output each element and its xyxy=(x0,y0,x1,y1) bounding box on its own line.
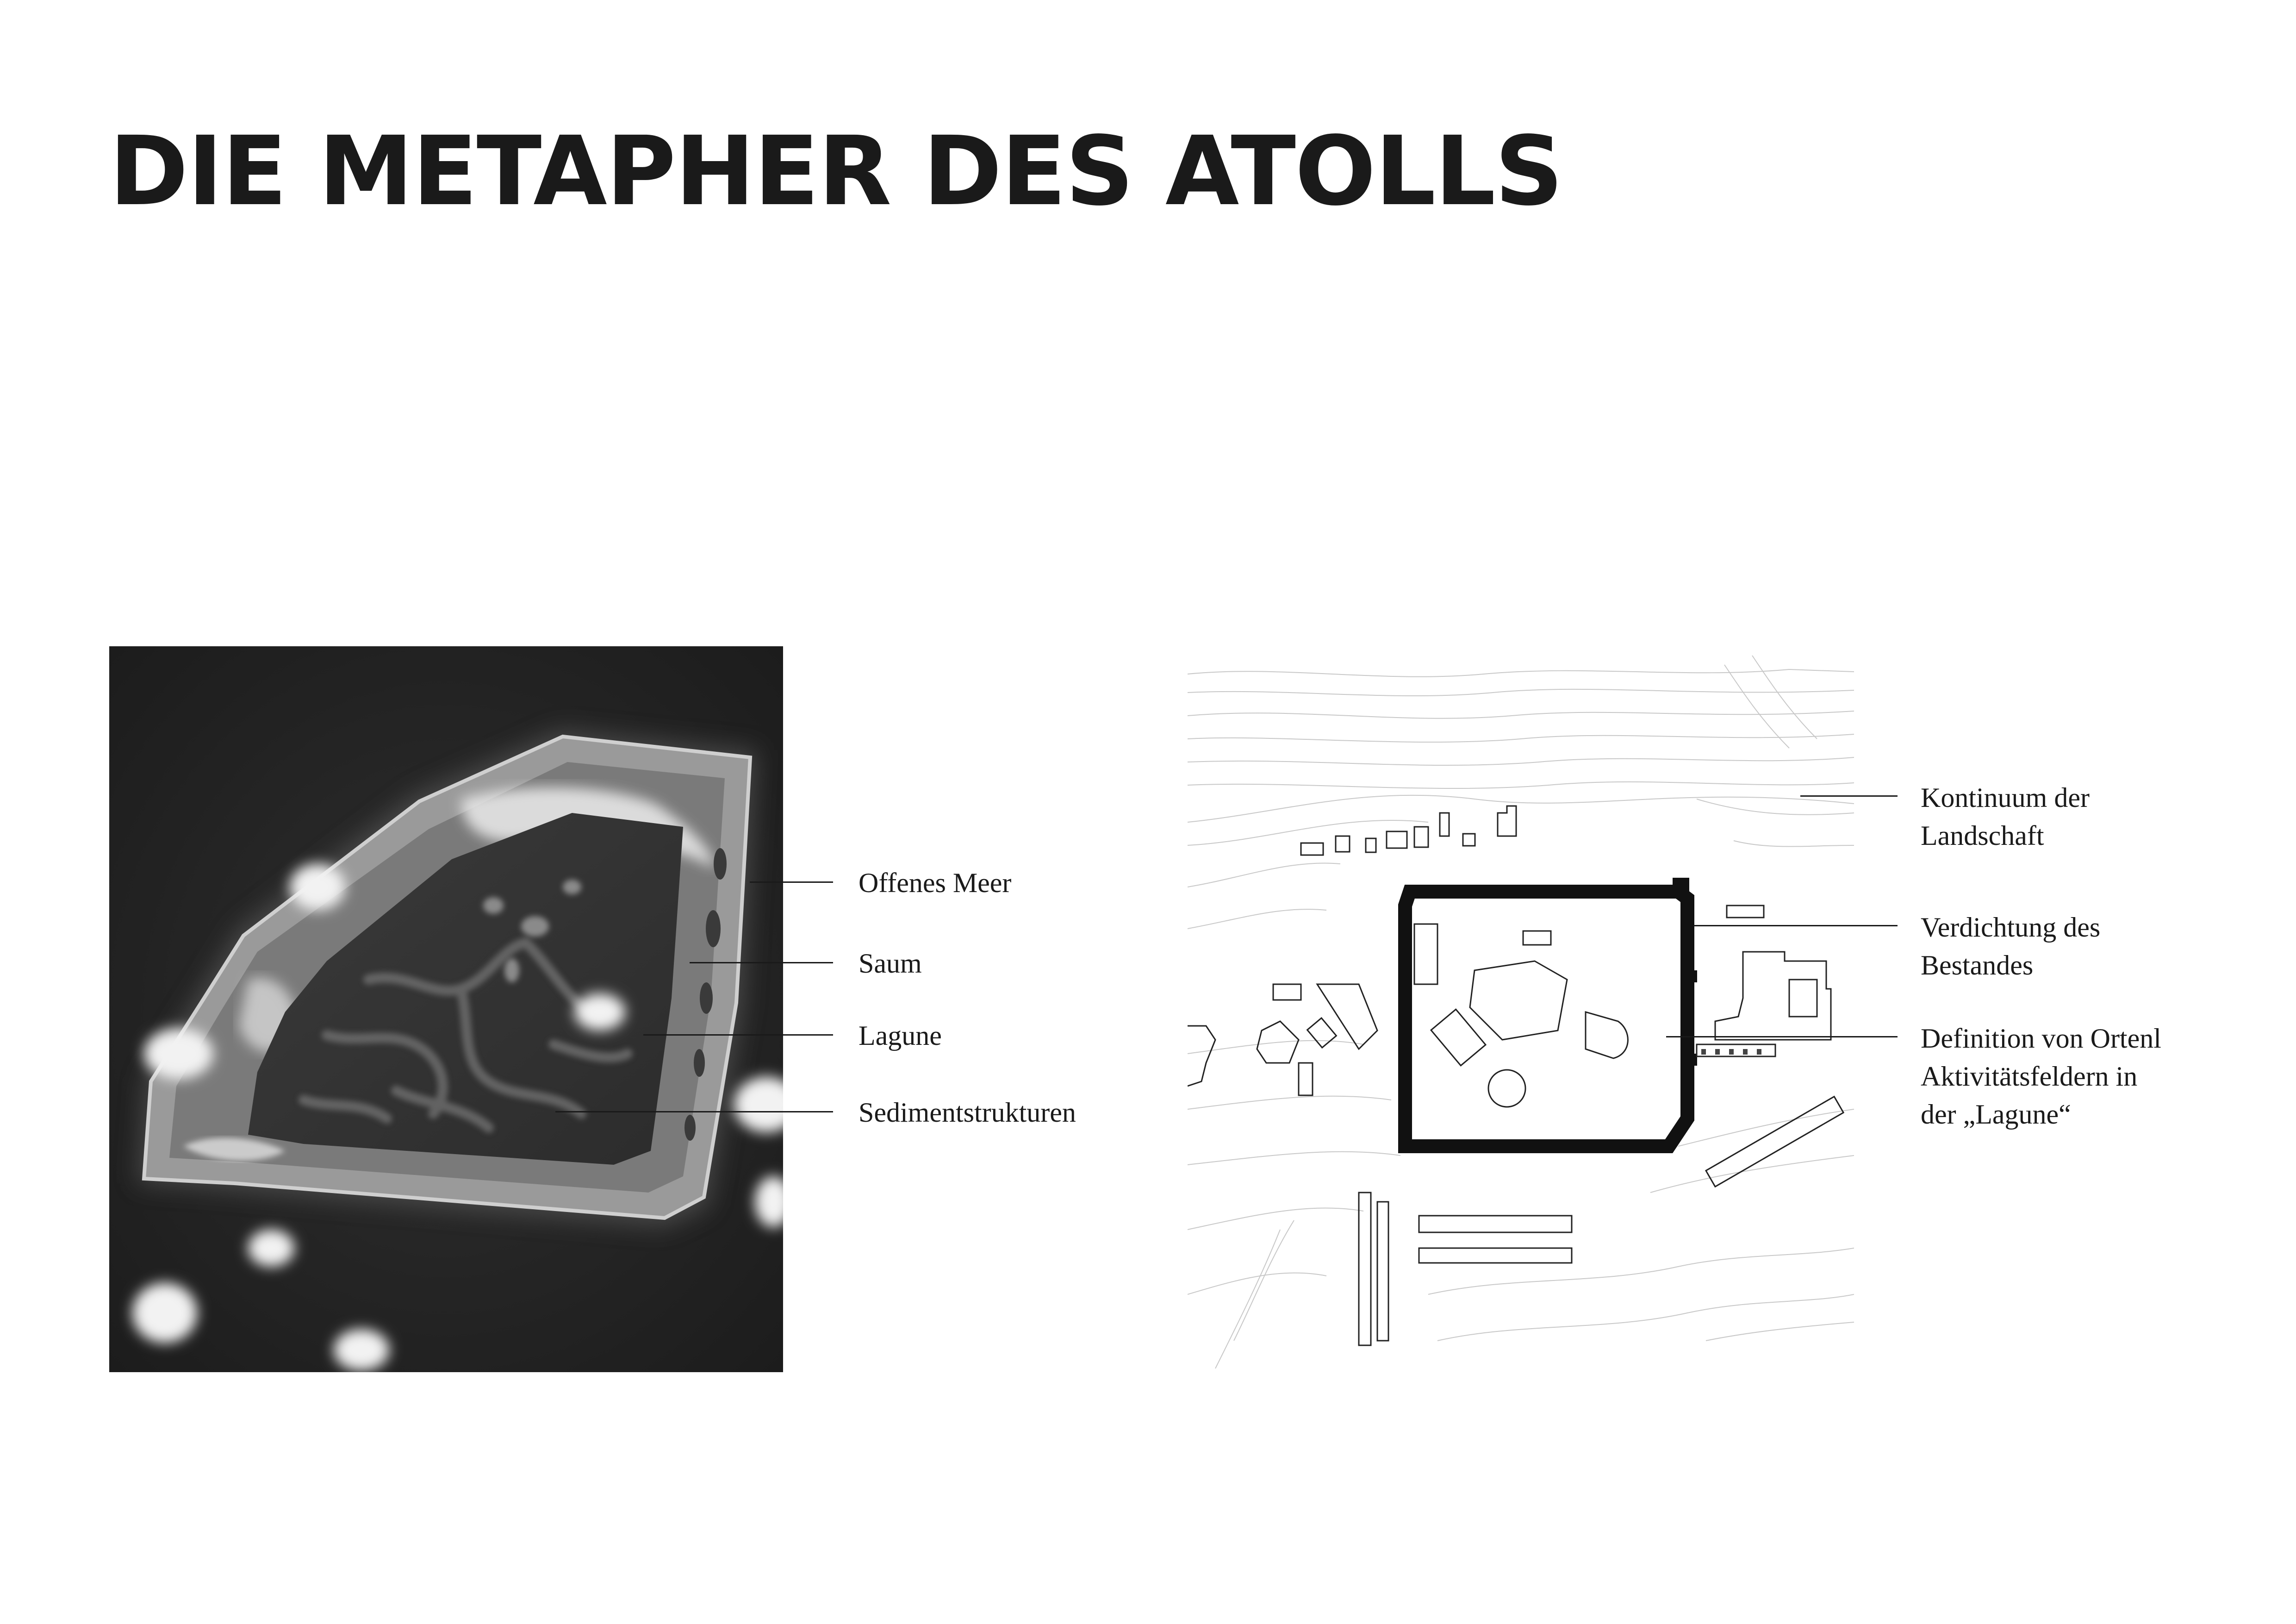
label-line: Verdichtung des xyxy=(1921,912,2101,943)
label-fringe: Saum xyxy=(859,948,922,979)
label-line: Definition von Ortenl xyxy=(1921,1023,2161,1054)
label-line: Aktivitätsfeldern in xyxy=(1921,1061,2138,1092)
label-line: Kontinuum der xyxy=(1921,782,2090,813)
label-line: Bestandes xyxy=(1921,950,2034,981)
callout-line-continuum xyxy=(1800,795,1898,797)
label-densification-of-existing xyxy=(1921,908,2100,984)
callout-line-lagoon xyxy=(643,1034,833,1036)
callout-line-definition xyxy=(1666,1036,1898,1037)
callout-line-fringe xyxy=(690,962,833,963)
label-line: der „Lagune“ xyxy=(1921,1099,2071,1130)
label-sediment-structures: Sedimentstrukturen xyxy=(859,1097,1076,1128)
label-definition-of-places xyxy=(1921,1019,2161,1133)
page-title: DIE METAPHER DES ATOLLS xyxy=(109,116,1562,227)
label-continuum-of-landscape xyxy=(1921,779,2090,855)
atoll-satellite-image xyxy=(109,646,783,1372)
callout-line-sediment xyxy=(555,1111,833,1112)
callout-line-open-sea xyxy=(750,881,833,883)
label-open-sea: Offenes Meer xyxy=(859,868,1012,898)
callout-line-densification xyxy=(1694,925,1898,926)
label-line: Landschaft xyxy=(1921,820,2044,851)
label-lagoon: Lagune xyxy=(859,1020,942,1051)
site-plan-drawing xyxy=(1188,646,1854,1372)
